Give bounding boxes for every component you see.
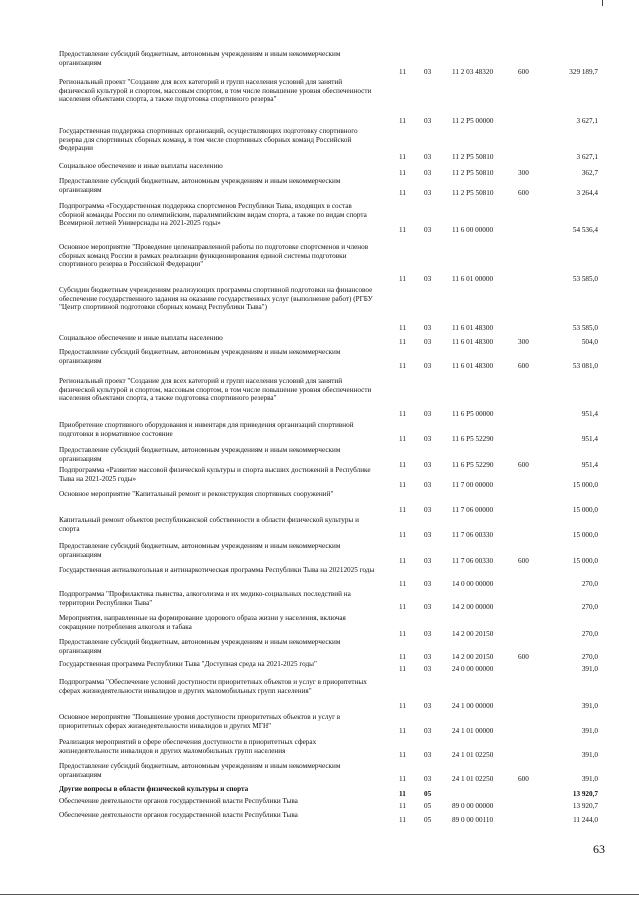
row-description: Подпрограмма "Профилактика пьянства, алкоголизма и их медико-социальных последствий на территории Республики Тыва" bbox=[59, 590, 351, 607]
row-section-code: 11 bbox=[399, 117, 406, 125]
row-target-article: 11 7 06 00330 bbox=[452, 531, 494, 539]
row-subsection-code: 03 bbox=[424, 775, 432, 783]
row-subsection-code: 03 bbox=[424, 653, 432, 661]
row-amount: 362,7 bbox=[581, 169, 598, 177]
row-amount: 391,0 bbox=[581, 727, 598, 735]
row-description: Региональный проект "Создание для всех категорий и групп населения условий для занятий физической культурой и спортом, массовым спортом, в том числе повышение уровня обеспеченности населения объектами спорта, а также подготовка спортивного резерва" bbox=[59, 377, 372, 403]
row-subsection-code: 03 bbox=[424, 531, 432, 539]
row-target-article: 11 2 P5 00000 bbox=[452, 117, 494, 125]
row-section-code: 11 bbox=[399, 531, 406, 539]
row-amount: 13 920,7 bbox=[572, 802, 598, 810]
row-amount: 54 536,4 bbox=[572, 226, 598, 234]
row-target-article: 24 1 01 02250 bbox=[452, 775, 494, 783]
row-description: Подпрограмма "Обеспечение условий доступности приоритетных объектов и услуг в приоритетных сферах жизнедеятельности инвалидов и других маломобильных групп населения" bbox=[59, 678, 367, 695]
row-description: Предоставление субсидий бюджетным, автономным учреждениям и иным некоммерческим организациям bbox=[59, 446, 341, 463]
row-target-article: 14 2 00 20150 bbox=[452, 630, 494, 638]
row-target-article: 24 1 01 02250 bbox=[452, 751, 494, 759]
row-description: Предоставление субсидий бюджетным, автономным учреждениям и иным некоммерческим организациям bbox=[59, 762, 341, 779]
row-target-article: 14 0 00 00000 bbox=[452, 580, 494, 588]
row-subsection-code: 03 bbox=[424, 169, 432, 177]
row-description: Государственная программа Республики Тыва "Доступная среда на 2021-2025 годы" bbox=[59, 660, 317, 668]
row-description: Другие вопросы в области физической культуры и спорта bbox=[59, 785, 249, 793]
row-subsection-code: 03 bbox=[424, 751, 432, 759]
row-section-code: 11 bbox=[399, 790, 406, 798]
row-section-code: 11 bbox=[399, 153, 406, 161]
row-description: Подпрограмма «Развитие массовой физической культуры и спорта высших достижений в Республике Тыва на 2021-2025 годы» bbox=[59, 466, 371, 483]
row-target-article: 11 6 01 48300 bbox=[452, 338, 494, 346]
row-target-article: 11 7 06 00330 bbox=[452, 557, 494, 565]
row-amount: 53 585,0 bbox=[572, 324, 598, 332]
row-target-article: 11 6 P5 52290 bbox=[452, 435, 494, 443]
row-section-code: 11 bbox=[399, 275, 406, 283]
row-subsection-code: 05 bbox=[424, 790, 432, 798]
row-subsection-code: 03 bbox=[424, 461, 432, 469]
row-amount: 951,4 bbox=[581, 461, 598, 469]
row-subsection-code: 03 bbox=[424, 630, 432, 638]
row-subsection-code: 03 bbox=[424, 189, 432, 197]
row-subsection-code: 03 bbox=[424, 226, 432, 234]
row-section-code: 11 bbox=[399, 435, 406, 443]
row-section-code: 11 bbox=[399, 727, 406, 735]
row-expense-type: 300 bbox=[518, 338, 529, 346]
row-target-article: 11 6 01 48300 bbox=[452, 324, 494, 332]
row-section-code: 11 bbox=[399, 816, 406, 824]
row-description: Государственная антиалкогольная и антинаркотическая программа Республики Тыва на 20212025 годы bbox=[59, 566, 375, 574]
bottom-rule bbox=[0, 894, 639, 895]
row-section-code: 11 bbox=[399, 751, 406, 759]
row-description: Предоставление субсидий бюджетным, автономным учреждениям и иным некоммерческим организациям bbox=[59, 177, 341, 194]
row-section-code: 11 bbox=[399, 189, 406, 197]
row-section-code: 11 bbox=[399, 226, 406, 234]
row-target-article: 11 2 P5 50810 bbox=[452, 189, 494, 197]
row-subsection-code: 03 bbox=[424, 435, 432, 443]
row-description: Государственная поддержка спортивных организаций, осуществляющих подготовку спортивного резерва для спортивных сборных команд, в том числе спортивных сборных команд Российской Федерации bbox=[59, 127, 358, 153]
row-section-code: 11 bbox=[399, 653, 406, 661]
row-subsection-code: 03 bbox=[424, 275, 432, 283]
row-amount: 3 264,4 bbox=[576, 189, 598, 197]
row-subsection-code: 03 bbox=[424, 410, 432, 418]
row-description: Капитальный ремонт объектов республиканской собственности в области физической культуры и спорта bbox=[59, 516, 359, 533]
row-amount: 3 627,1 bbox=[576, 117, 598, 125]
row-amount: 270,0 bbox=[581, 630, 598, 638]
row-description: Предоставление субсидий бюджетным, автономным учреждениям и иным некоммерческим организациям bbox=[59, 542, 341, 559]
row-target-article: 24 1 01 00000 bbox=[452, 727, 494, 735]
row-amount: 391,0 bbox=[581, 665, 598, 673]
row-subsection-code: 03 bbox=[424, 324, 432, 332]
row-section-code: 11 bbox=[399, 169, 406, 177]
row-description: Социальное обеспечение и иные выплаты населению bbox=[59, 162, 223, 170]
row-expense-type: 600 bbox=[518, 775, 529, 783]
row-amount: 391,0 bbox=[581, 775, 598, 783]
row-section-code: 11 bbox=[399, 630, 406, 638]
row-subsection-code: 03 bbox=[424, 362, 432, 370]
row-section-code: 11 bbox=[399, 68, 406, 76]
row-section-code: 11 bbox=[399, 362, 406, 370]
row-section-code: 11 bbox=[399, 557, 406, 565]
row-subsection-code: 03 bbox=[424, 153, 432, 161]
row-expense-type: 600 bbox=[518, 461, 529, 469]
top-edge-tick bbox=[602, 0, 603, 6]
row-section-code: 11 bbox=[399, 775, 406, 783]
row-target-article: 11 7 00 00000 bbox=[452, 481, 494, 489]
row-description: Предоставление субсидий бюджетным, автономным учреждениям и иным некоммерческим организациям bbox=[59, 638, 341, 655]
row-section-code: 11 bbox=[399, 665, 406, 673]
row-target-article: 11 6 00 00000 bbox=[452, 226, 494, 234]
row-section-code: 11 bbox=[399, 506, 406, 514]
row-subsection-code: 03 bbox=[424, 68, 432, 76]
row-expense-type: 600 bbox=[518, 68, 529, 76]
row-target-article: 89 0 00 00110 bbox=[452, 816, 494, 824]
row-subsection-code: 03 bbox=[424, 338, 432, 346]
row-expense-type: 600 bbox=[518, 557, 529, 565]
row-description: Социальное обеспечение и иные выплаты населению bbox=[59, 334, 223, 342]
row-amount: 270,0 bbox=[581, 653, 598, 661]
row-target-article: 11 7 06 00000 bbox=[452, 506, 494, 514]
row-amount: 951,4 bbox=[581, 410, 598, 418]
row-subsection-code: 03 bbox=[424, 557, 432, 565]
row-section-code: 11 bbox=[399, 461, 406, 469]
row-amount: 504,0 bbox=[581, 338, 598, 346]
row-target-article: 11 6 P5 00000 bbox=[452, 410, 494, 418]
row-section-code: 11 bbox=[399, 338, 406, 346]
row-amount: 15 000,0 bbox=[572, 531, 598, 539]
row-amount: 11 244,0 bbox=[573, 816, 598, 824]
row-description: Обеспечение деятельности органов государственной власти Республики Тыва bbox=[59, 811, 298, 819]
row-section-code: 11 bbox=[399, 324, 406, 332]
row-amount: 3 627,1 bbox=[576, 153, 598, 161]
row-target-article: 24 1 00 00000 bbox=[452, 702, 494, 710]
row-subsection-code: 03 bbox=[424, 665, 432, 673]
row-description: Мероприятия, направленные на формирование здорового образа жизни у населения, включая сокращение потребления алкоголя и табака bbox=[59, 614, 346, 631]
row-amount: 391,0 bbox=[581, 751, 598, 759]
row-target-article: 11 6 01 48300 bbox=[452, 362, 494, 370]
row-section-code: 11 bbox=[399, 802, 406, 810]
row-subsection-code: 05 bbox=[424, 816, 432, 824]
row-description: Реализация мероприятий в сфере обеспечения доступности в приоритетных сферах жизнедеятельности инвалидов и других маломобильных групп населения bbox=[59, 738, 317, 755]
row-description: Основное мероприятие "Проведение целенаправленной работы по подготовке спортсменов и членов сборных команд России в рамках реализации функционирования единой системы подготовки спортивного резерва в Российской Федерации" bbox=[59, 243, 369, 269]
row-target-article: 11 2 P5 50810 bbox=[452, 169, 494, 177]
row-description: Предоставление субсидий бюджетным, автономным учреждениям и иным некоммерческим организациям bbox=[59, 50, 341, 67]
row-amount: 13 920,7 bbox=[572, 790, 598, 798]
row-amount: 15 000,0 bbox=[572, 557, 598, 565]
row-target-article: 24 0 00 00000 bbox=[452, 665, 494, 673]
row-amount: 270,0 bbox=[581, 580, 598, 588]
row-amount: 15 000,0 bbox=[572, 481, 598, 489]
row-amount: 951,4 bbox=[581, 435, 598, 443]
row-section-code: 11 bbox=[399, 702, 406, 710]
row-description: Основное мероприятие "Капитальный ремонт и реконструкция спортивных сооружений" bbox=[59, 490, 334, 498]
row-section-code: 11 bbox=[399, 580, 406, 588]
row-description: Региональный проект "Создание для всех категорий и групп населения условий для занятий физической культурой и спортом, массовым спортом, в том числе повышение уровня обеспеченности населения объектами спорта, а также подготовка спортивного резерва" bbox=[59, 78, 372, 104]
row-target-article: 14 2 00 00000 bbox=[452, 603, 494, 611]
row-amount: 329 189,7 bbox=[569, 68, 598, 76]
row-subsection-code: 03 bbox=[424, 702, 432, 710]
row-expense-type: 600 bbox=[518, 189, 529, 197]
row-subsection-code: 03 bbox=[424, 506, 432, 514]
row-target-article: 14 2 00 20150 bbox=[452, 653, 494, 661]
row-amount: 53 081,0 bbox=[572, 362, 598, 370]
row-target-article: 11 2 P5 50810 bbox=[452, 153, 494, 161]
row-expense-type: 600 bbox=[518, 362, 529, 370]
row-amount: 391,0 bbox=[581, 702, 598, 710]
row-target-article: 89 0 00 00000 bbox=[452, 802, 494, 810]
row-subsection-code: 03 bbox=[424, 603, 432, 611]
row-description: Субсидии бюджетным учреждениям реализующих программы спортивной подготовки на финансовое обеспечение государственного задания на оказание государственных услуг (выполнение работ) (РГБУ "Центр спортивной подготовки сборных команд Республики Тыва") bbox=[59, 286, 373, 312]
row-subsection-code: 03 bbox=[424, 481, 432, 489]
row-subsection-code: 03 bbox=[424, 117, 432, 125]
row-expense-type: 300 bbox=[518, 169, 529, 177]
row-target-article: 11 2 03 48320 bbox=[452, 68, 494, 76]
row-subsection-code: 03 bbox=[424, 580, 432, 588]
row-description: Подпрограмма «Государственная поддержка спортсменов Республики Тыва, входящих в состав сборной команды России по олимпийским, паралимпийским видам спорта, а также по видам спорта Всемирной летней Универсиады на 2021-2025 годы» bbox=[59, 202, 367, 228]
row-section-code: 11 bbox=[399, 481, 406, 489]
row-amount: 270,0 bbox=[581, 603, 598, 611]
row-target-article: 11 6 P5 52290 bbox=[452, 461, 494, 469]
row-section-code: 11 bbox=[399, 603, 406, 611]
row-description: Предоставление субсидий бюджетным, автономным учреждениям и иным некоммерческим организациям bbox=[59, 348, 341, 365]
row-amount: 53 585,0 bbox=[572, 275, 598, 283]
row-subsection-code: 03 bbox=[424, 727, 432, 735]
row-description: Приобретение спортивного оборудования и инвентаря для приведения организаций спортивной подготовки в нормативное состояние bbox=[59, 421, 354, 438]
row-section-code: 11 bbox=[399, 410, 406, 418]
row-amount: 15 000,0 bbox=[572, 506, 598, 514]
row-subsection-code: 05 bbox=[424, 802, 432, 810]
row-target-article: 11 6 01 00000 bbox=[452, 275, 494, 283]
row-description: Основное мероприятие "Повышение уровня доступности приоритетных объектов и услуг в приоритетных сферах жизнедеятельности инвалидов и других МГН" bbox=[59, 713, 341, 730]
row-description: Обеспечение деятельности органов государственной власти Республики Тыва bbox=[59, 797, 298, 805]
page-number: 63 bbox=[593, 842, 605, 856]
row-expense-type: 600 bbox=[518, 653, 529, 661]
